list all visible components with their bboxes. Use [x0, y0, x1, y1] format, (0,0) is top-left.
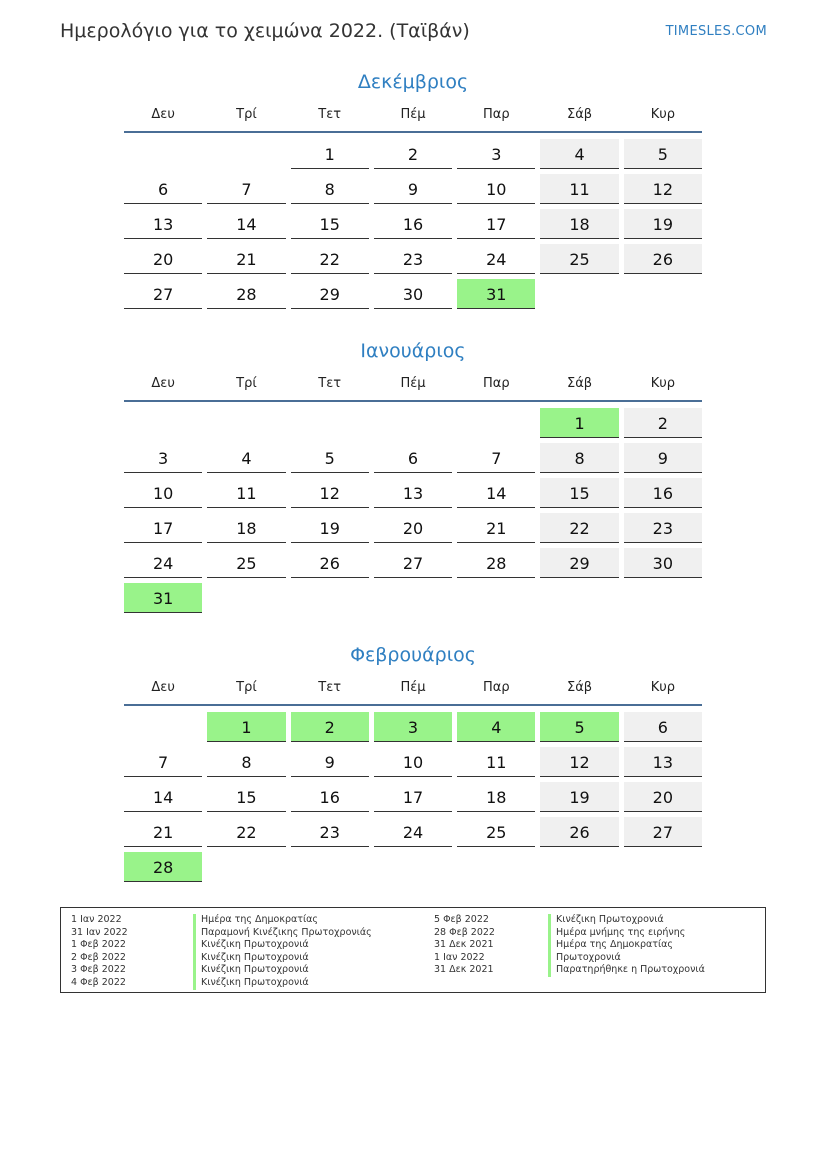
weekday-label: Τρί: [236, 106, 257, 122]
day-cell[interactable]: 27: [124, 279, 202, 309]
day-cell[interactable]: 19: [624, 209, 702, 239]
day-grid: [124, 139, 702, 309]
day-cell[interactable]: 10: [374, 747, 452, 777]
day-cell[interactable]: 2: [624, 408, 702, 438]
empty-cell: [124, 139, 202, 168]
weekday-label: Κυρ: [650, 106, 675, 122]
day-cell[interactable]: 16: [374, 209, 452, 239]
day-cell[interactable]: 27: [374, 548, 452, 578]
legend-date: 31 Ιαν 2022: [71, 926, 128, 938]
empty-cell: [457, 408, 535, 437]
legend-row: [434, 964, 754, 977]
month-february: [124, 640, 702, 882]
weekday-label: Τρί: [236, 679, 257, 695]
day-cell[interactable]: 25: [457, 817, 535, 847]
legend-row: [71, 977, 411, 990]
day-cell[interactable]: 22: [207, 817, 285, 847]
day-cell[interactable]: 20: [374, 513, 452, 543]
day-cell[interactable]: 7: [207, 174, 285, 204]
month-january: [124, 336, 702, 613]
day-cell[interactable]: 4: [207, 443, 285, 473]
day-cell[interactable]: 15: [207, 782, 285, 812]
legend-row: [71, 927, 411, 940]
legend-date: 5 Φεβ 2022: [434, 914, 489, 925]
holiday-day-cell[interactable]: 1: [540, 408, 618, 438]
legend-date: 28 Φεβ 2022: [434, 926, 495, 938]
day-cell[interactable]: 23: [624, 513, 702, 543]
holiday-day-cell[interactable]: 28: [124, 852, 202, 882]
day-cell[interactable]: 12: [291, 478, 369, 508]
day-cell[interactable]: 11: [457, 747, 535, 777]
holiday-legend: [60, 907, 766, 993]
weekday-label: Κυρ: [650, 375, 675, 391]
weekday-header: [124, 670, 702, 706]
day-cell[interactable]: 26: [624, 244, 702, 274]
legend-holiday-name: Παραμονή Κινέζικης Πρωτοχρονιάς: [193, 927, 372, 940]
legend-date: 31 Δεκ 2021: [434, 964, 494, 976]
weekday-label: Τετ: [318, 375, 342, 391]
holiday-day-cell[interactable]: 3: [374, 712, 452, 742]
weekday-label: Κυρ: [650, 679, 675, 695]
legend-date: 1 Ιαν 2022: [434, 951, 485, 963]
empty-cell: [124, 408, 202, 437]
weekday-label: Δευ: [151, 375, 175, 391]
day-cell[interactable]: 17: [374, 782, 452, 812]
day-cell[interactable]: 17: [124, 513, 202, 543]
holiday-day-cell[interactable]: 5: [540, 712, 618, 742]
day-cell[interactable]: 22: [540, 513, 618, 543]
legend-holiday-name: Κινέζικη Πρωτοχρονιά: [193, 939, 309, 952]
legend-row: [434, 952, 754, 965]
day-cell[interactable]: 18: [207, 513, 285, 543]
day-cell[interactable]: 6: [124, 174, 202, 204]
weekday-label: Παρ: [482, 106, 510, 122]
day-cell[interactable]: 1: [291, 139, 369, 169]
weekday-label: Σάβ: [567, 375, 593, 391]
legend-holiday-name: Κινέζικη Πρωτοχρονιά: [548, 914, 664, 927]
day-cell[interactable]: 13: [624, 747, 702, 777]
day-cell[interactable]: 23: [374, 244, 452, 274]
weekday-label: Τετ: [318, 106, 342, 122]
legend-column-left: [71, 914, 411, 990]
day-cell[interactable]: 29: [540, 548, 618, 578]
day-cell[interactable]: 5: [291, 443, 369, 473]
weekday-label: Παρ: [482, 375, 510, 391]
weekday-label: Τετ: [318, 679, 342, 695]
empty-cell: [291, 408, 369, 437]
legend-holiday-name: Ημέρα της Δημοκρατίας: [548, 939, 673, 952]
day-cell[interactable]: 18: [540, 209, 618, 239]
day-cell[interactable]: 25: [207, 548, 285, 578]
empty-cell: [207, 408, 285, 437]
legend-row: [434, 927, 754, 940]
weekday-label: Δευ: [151, 106, 175, 122]
legend-row: [434, 914, 754, 927]
day-cell[interactable]: 19: [291, 513, 369, 543]
empty-cell: [207, 139, 285, 168]
month-title: Ιανουάριος: [360, 340, 466, 362]
legend-row: [71, 952, 411, 965]
day-cell[interactable]: 16: [624, 478, 702, 508]
day-cell[interactable]: 12: [624, 174, 702, 204]
day-cell[interactable]: 2: [374, 139, 452, 169]
holiday-day-cell[interactable]: 4: [457, 712, 535, 742]
weekday-label: Παρ: [482, 679, 510, 695]
day-cell[interactable]: 6: [374, 443, 452, 473]
legend-column-right: [434, 914, 754, 977]
day-cell[interactable]: 25: [540, 244, 618, 274]
day-cell[interactable]: 13: [374, 478, 452, 508]
month-title: Φεβρουάριος: [350, 644, 476, 666]
day-cell[interactable]: 5: [624, 139, 702, 169]
legend-holiday-name: Ημέρα της Δημοκρατίας: [193, 914, 318, 927]
day-cell[interactable]: 14: [207, 209, 285, 239]
day-cell[interactable]: 22: [291, 244, 369, 274]
legend-row: [71, 914, 411, 927]
legend-date: 3 Φεβ 2022: [71, 964, 126, 976]
day-cell[interactable]: 16: [291, 782, 369, 812]
day-cell[interactable]: 24: [457, 244, 535, 274]
day-cell[interactable]: 10: [124, 478, 202, 508]
day-cell[interactable]: 6: [624, 712, 702, 742]
weekday-header: [124, 366, 702, 402]
day-cell[interactable]: 8: [207, 747, 285, 777]
legend-holiday-name: Ημέρα μνήμης της ειρήνης: [548, 927, 685, 940]
weekday-label: Σάβ: [567, 106, 593, 122]
weekday-label: Δευ: [151, 679, 175, 695]
legend-holiday-name: Παρατηρήθηκε η Πρωτοχρονιά: [548, 964, 705, 977]
legend-date: 2 Φεβ 2022: [71, 951, 126, 963]
page-title: Ημερολόγιο για το χειμώνα 2022. (Ταϊβάν): [60, 20, 470, 42]
legend-date: 31 Δεκ 2021: [434, 939, 494, 951]
legend-holiday-name: Πρωτοχρονιά: [548, 952, 621, 965]
day-cell[interactable]: 9: [624, 443, 702, 473]
empty-cell: [124, 712, 202, 741]
day-cell[interactable]: 9: [374, 174, 452, 204]
day-cell[interactable]: 24: [374, 817, 452, 847]
day-cell[interactable]: 13: [124, 209, 202, 239]
weekday-label: Τρί: [236, 375, 257, 391]
day-cell[interactable]: 8: [291, 174, 369, 204]
holiday-day-cell[interactable]: 1: [207, 712, 285, 742]
day-cell[interactable]: 21: [457, 513, 535, 543]
day-cell[interactable]: 21: [124, 817, 202, 847]
empty-cell: [374, 408, 452, 437]
legend-holiday-name: Κινέζικη Πρωτοχρονιά: [193, 964, 309, 977]
weekday-label: Σάβ: [567, 679, 593, 695]
day-cell[interactable]: 11: [540, 174, 618, 204]
legend-row: [71, 939, 411, 952]
legend-row: [434, 939, 754, 952]
day-cell[interactable]: 7: [457, 443, 535, 473]
weekday-label: Πέμ: [400, 106, 426, 122]
day-cell[interactable]: 8: [540, 443, 618, 473]
day-cell[interactable]: 3: [457, 139, 535, 169]
day-cell[interactable]: 7: [124, 747, 202, 777]
day-cell[interactable]: 15: [291, 209, 369, 239]
day-cell[interactable]: 28: [207, 279, 285, 309]
day-cell[interactable]: 30: [374, 279, 452, 309]
day-cell[interactable]: 11: [207, 478, 285, 508]
day-cell[interactable]: 27: [624, 817, 702, 847]
day-cell[interactable]: 20: [124, 244, 202, 274]
day-cell[interactable]: 26: [540, 817, 618, 847]
day-cell[interactable]: 14: [124, 782, 202, 812]
weekday-label: Πέμ: [400, 679, 426, 695]
brand-link[interactable]: TIMESLES.COM: [665, 24, 767, 39]
day-cell[interactable]: 24: [124, 548, 202, 578]
day-cell[interactable]: 9: [291, 747, 369, 777]
day-cell[interactable]: 29: [291, 279, 369, 309]
day-cell[interactable]: 28: [457, 548, 535, 578]
legend-holiday-name: Κινέζικη Πρωτοχρονιά: [193, 952, 309, 965]
holiday-day-cell[interactable]: 31: [124, 583, 202, 613]
legend-date: 1 Φεβ 2022: [71, 939, 126, 951]
weekday-label: Πέμ: [400, 375, 426, 391]
month-december: [124, 67, 702, 309]
legend-row: [71, 964, 411, 977]
day-cell[interactable]: 17: [457, 209, 535, 239]
day-cell[interactable]: 26: [291, 548, 369, 578]
day-cell[interactable]: 18: [457, 782, 535, 812]
month-title: Δεκέμβριος: [357, 71, 469, 93]
day-cell[interactable]: 15: [540, 478, 618, 508]
day-cell[interactable]: 4: [540, 139, 618, 169]
legend-date: 1 Ιαν 2022: [71, 914, 122, 925]
day-grid: [124, 712, 702, 882]
day-cell[interactable]: 23: [291, 817, 369, 847]
day-cell[interactable]: 10: [457, 174, 535, 204]
day-cell[interactable]: 12: [540, 747, 618, 777]
holiday-day-cell[interactable]: 2: [291, 712, 369, 742]
day-cell[interactable]: 20: [624, 782, 702, 812]
day-grid: [124, 408, 702, 613]
holiday-day-cell[interactable]: 31: [457, 279, 535, 309]
weekday-header: [124, 97, 702, 133]
day-cell[interactable]: 19: [540, 782, 618, 812]
day-cell[interactable]: 3: [124, 443, 202, 473]
legend-holiday-name: Κινέζικη Πρωτοχρονιά: [193, 977, 309, 990]
day-cell[interactable]: 14: [457, 478, 535, 508]
day-cell[interactable]: 21: [207, 244, 285, 274]
day-cell[interactable]: 30: [624, 548, 702, 578]
legend-date: 4 Φεβ 2022: [71, 976, 126, 988]
